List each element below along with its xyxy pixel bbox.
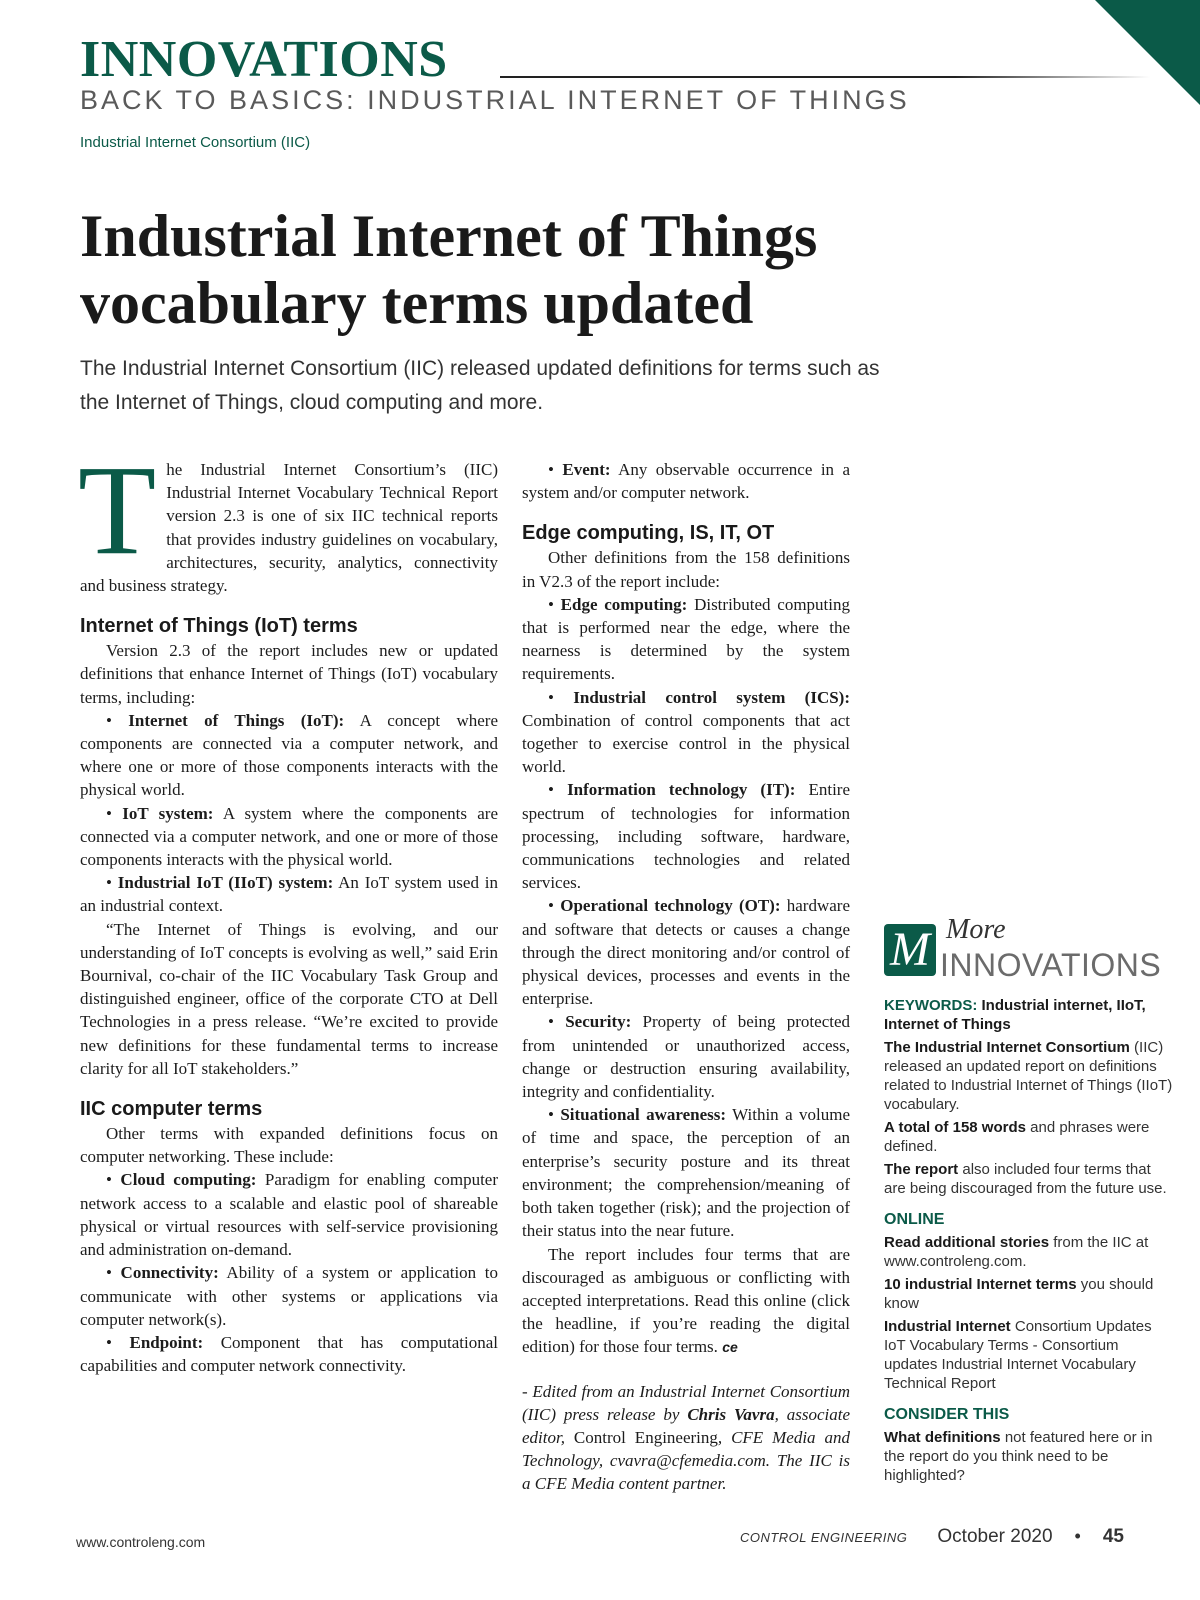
footer-folio <box>740 1526 1124 1548</box>
paragraph: Other terms with expanded definitions focus on computer networking. These include: <box>80 1124 498 1167</box>
term-item: • Edge computing: Distributed computing that is performed near the edge, where the nearness is determined by the system requirements. <box>522 594 850 684</box>
summary-bold: A total of 158 words <box>884 1119 1026 1136</box>
quote-paragraph: “The Internet of Things is evolving, and our understanding of IoT concepts is evolving as well,” said Erin Bournival, co-chair of the IIC Vocabulary Task Group and distinguished engineer, office of the corporate CTO at Dell Technologies in a press release. “We’re excited to provide new definitions for these fundamental terms to increase clarity for all IoT stakeholders.” <box>80 919 498 1078</box>
more-innovations-logo <box>884 914 1176 983</box>
page-number: 45 <box>1102 1526 1124 1547</box>
keywords-value: Industrial internet, IIoT, Internet of Things <box>884 997 1146 1033</box>
online-link-text: from the IIC at www.controleng.com. <box>884 1234 1149 1270</box>
deck-line: The Industrial Internet Consortium (IIC) released updated definitions for terms such as <box>80 357 880 380</box>
drop-cap: T <box>78 439 157 581</box>
heading-edge-computing: Edge computing, IS, IT, OT <box>522 522 775 545</box>
kicker: Industrial Internet Consortium (IIC) <box>80 134 311 151</box>
heading-computer-terms: IIC computer terms <box>80 1098 263 1121</box>
paragraph: Other definitions from the 158 definitions in V2.3 of the report include: <box>522 548 850 591</box>
credit-prefix: - Edited from an Industrial Internet Consortium (IIC) press release by <box>522 1381 850 1424</box>
summary-item <box>884 1160 1176 1198</box>
summary-bold: The report <box>884 1161 959 1178</box>
term-definition: Component that has computational capabilities and computer network connectivity. <box>80 1332 499 1376</box>
deck <box>80 352 1010 420</box>
term-name: Internet of Things (IoT): <box>128 710 345 730</box>
summary-bold: The Industrial Internet Consortium <box>884 1039 1130 1056</box>
term-definition: Any observable occurrence in a system and/or computer network. <box>522 460 851 503</box>
heading-iot-terms: Internet of Things (IoT) terms <box>80 615 358 638</box>
term-definition: An IoT system used in an industrial context. <box>80 873 498 916</box>
consider-text: not featured here or in the report do you think need to be highlighted? <box>884 1429 1153 1484</box>
consider-label: CONSIDER THIS <box>884 1406 1010 1423</box>
term-item: • Operational technology (OT): hardware and software that detects or causes a change through the direct monitoring and/or control of physical devices, processes and events in the enterprise. <box>522 896 851 1009</box>
consider-bold: What definitions <box>884 1429 1001 1446</box>
closing-paragraph <box>522 1243 850 1360</box>
section-rule <box>500 76 1150 78</box>
term-item: • Event: Any observable occurrence in a system and/or computer network. <box>522 460 851 503</box>
term-name: Endpoint: <box>129 1332 204 1352</box>
deck-line: the Internet of Things, cloud computing and more. <box>80 391 544 414</box>
credit-publication: Control Engineering <box>573 1427 718 1447</box>
footer-publication: CONTROL ENGINEERING <box>739 1530 908 1545</box>
credit-role: , associate editor, <box>522 1404 850 1447</box>
credit-line <box>522 1380 850 1496</box>
online-link[interactable] <box>884 1317 1176 1393</box>
term-item: • Cloud computing: Paradigm for enabling computer network access to a scalable and elastic pool of shareable physical or virtual resources with self-service provisioning and administration on-demand. <box>80 1170 498 1260</box>
online-link[interactable] <box>884 1233 1176 1271</box>
term-item: • Endpoint: Component that has computational capabilities and computer network connectivity. <box>80 1332 499 1376</box>
term-definition: Ability of a system or application to communicate with other systems or applications via computer network(s). <box>80 1263 498 1329</box>
article-column-2 <box>522 458 850 1496</box>
term-name: Industrial control system (ICS): <box>573 687 850 707</box>
section-subtitle: BACK TO BASICS: INDUSTRIAL INTERNET OF THINGS <box>80 85 910 115</box>
term-name: Security: <box>565 1012 632 1032</box>
term-definition: Within a volume of time and space, the perception of an enterprise’s security posture and its threat environment; the comprehension/meaning of both taken together (risk); and the projection of their status into the near future. <box>522 1105 850 1241</box>
intro-text: he Industrial Internet Consortium’s (IIC) Industrial Internet Vocabulary Technical Report version 2.3 is one of six IIC technical reports that provides industry guidelines on vocabulary, architectures, security, analytics, connectivity and business strategy. <box>80 460 498 596</box>
term-item: • Security: Property of being protected from unintended or unauthorized access, change or destruction ensuring availability, integrity and confidentiality. <box>522 1012 851 1102</box>
intro-paragraph <box>78 439 498 597</box>
paragraph: Version 2.3 of the report includes new or updated definitions that enhance Internet of Things (IoT) vocabulary terms, including: <box>80 641 498 707</box>
innovations-word: INNOVATIONS <box>940 947 1162 983</box>
term-name: Information technology (IT): <box>567 780 796 800</box>
term-definition: Entire spectrum of technologies for information processing, including software, hardware, communications technologies and related services. <box>522 780 851 893</box>
online-link-bold: 10 industrial Internet terms <box>884 1276 1077 1293</box>
term-item: • Information technology (IT): Entire spectrum of technologies for information processing, including software, hardware, communications technologies and related services. <box>522 780 851 893</box>
more-word: More <box>946 914 1006 945</box>
credit-author: Chris Vavra <box>687 1404 775 1424</box>
term-item: • Industrial IoT (IIoT) system: An IoT system used in an industrial context. <box>80 873 498 916</box>
term-item: • Situational awareness: Within a volume of time and space, the perception of an enterprise’s security posture and its threat environment; the comprehension/meaning of both taken together (risk); and the projection of their status into the near future. <box>522 1105 850 1241</box>
term-definition: Property of being protected from unintended or unauthorized access, change or destruction ensuring availability, integrity and confidentiality. <box>522 1012 851 1102</box>
term-name: Situational awareness: <box>560 1105 727 1125</box>
corner-accent <box>1095 0 1200 105</box>
term-definition: A system where the components are connected via a computer network, and one or more of those components interacts with the physical world. <box>80 803 499 870</box>
footer-separator: • <box>1074 1526 1081 1546</box>
online-link[interactable] <box>884 1275 1176 1313</box>
more-innovations-sidebar <box>884 914 1176 1485</box>
online-link-text: Consortium Updates IoT Vocabulary Terms - Consortium updates Industrial Internet Vocabulary Technical Report <box>884 1318 1152 1392</box>
term-definition: hardware and software that detects or causes a change through the direct monitoring and/or control of physical devices, processes and events in the enterprise. <box>522 896 851 1009</box>
term-item: • Internet of Things (IoT): A concept where components are connected via a computer network, and where one or more of those components interacts with the physical world. <box>80 710 498 800</box>
m-logo-icon: M <box>884 924 936 976</box>
term-item: • IoT system: A system where the components are connected via a computer network, and one or more of those components interacts with the physical world. <box>80 803 499 870</box>
term-name: Event: <box>562 460 611 479</box>
online-link-bold: Read additional stories <box>884 1234 1050 1251</box>
credit-suffix: , CFE Media and Technology, cvavra@cfemedia.com. The IIC is a CFE Media content partner. <box>522 1427 850 1494</box>
term-item: • Connectivity: Ability of a system or application to communicate with other systems or applications via computer network(s). <box>80 1263 498 1329</box>
online-link-text: you should know <box>884 1276 1154 1312</box>
term-name: Connectivity: <box>120 1263 219 1283</box>
footer-url[interactable]: www.controleng.com <box>76 1534 206 1550</box>
summary-item <box>884 1038 1176 1114</box>
summary-text: (IIC) released an updated report on definitions related to Industrial Internet of Things (IIoT) vocabulary. <box>884 1039 1173 1113</box>
term-definition: Distributed computing that is performed near the edge, where the nearness is determined by the system requirements. <box>522 594 850 684</box>
online-label: ONLINE <box>884 1211 945 1228</box>
consider-item <box>884 1428 1176 1485</box>
summary-item <box>884 1118 1176 1156</box>
term-name: IoT system: <box>122 803 214 823</box>
keywords <box>884 996 1176 1034</box>
term-name: Industrial IoT (IIoT) system: <box>117 873 334 893</box>
end-mark: ce <box>722 1339 738 1356</box>
headline-line: vocabulary terms updated <box>80 270 754 336</box>
term-name: Edge computing: <box>560 594 688 614</box>
online-link-bold: Industrial Internet <box>884 1318 1011 1335</box>
section-title: INNOVATIONS <box>80 31 448 88</box>
term-definition: A concept where components are connected via a computer network, and where one or more of those components interacts with the physical world. <box>80 710 498 800</box>
term-definition: Combination of control components that act together to exercise control in the physical world. <box>522 710 850 777</box>
closing-text: The report includes four terms that are discouraged as ambiguous or conflicting with accepted interpretations. Read this online (click the headline, if you’re reading the digital edition) for those four terms. <box>522 1244 850 1357</box>
term-name: Cloud computing: <box>120 1170 257 1190</box>
term-name: Operational technology (OT): <box>560 896 781 916</box>
summary-text: and phrases were defined. <box>884 1119 1150 1155</box>
keywords-label: KEYWORDS: <box>884 997 978 1014</box>
summary-text: also included four terms that are being discouraged from the future use. <box>884 1161 1167 1197</box>
article-column-1 <box>78 439 499 1377</box>
headline-line: Industrial Internet of Things <box>80 203 818 269</box>
headline[interactable] <box>80 203 980 337</box>
footer-date: October 2020 <box>937 1526 1053 1547</box>
term-definition: Paradigm for enabling computer network access to a scalable and elastic pool of shareable physical or virtual resources with self-service provisioning and administration on-demand. <box>80 1170 498 1260</box>
term-item: • Industrial control system (ICS): Combination of control components that act together to exercise control in the physical world. <box>522 687 850 777</box>
